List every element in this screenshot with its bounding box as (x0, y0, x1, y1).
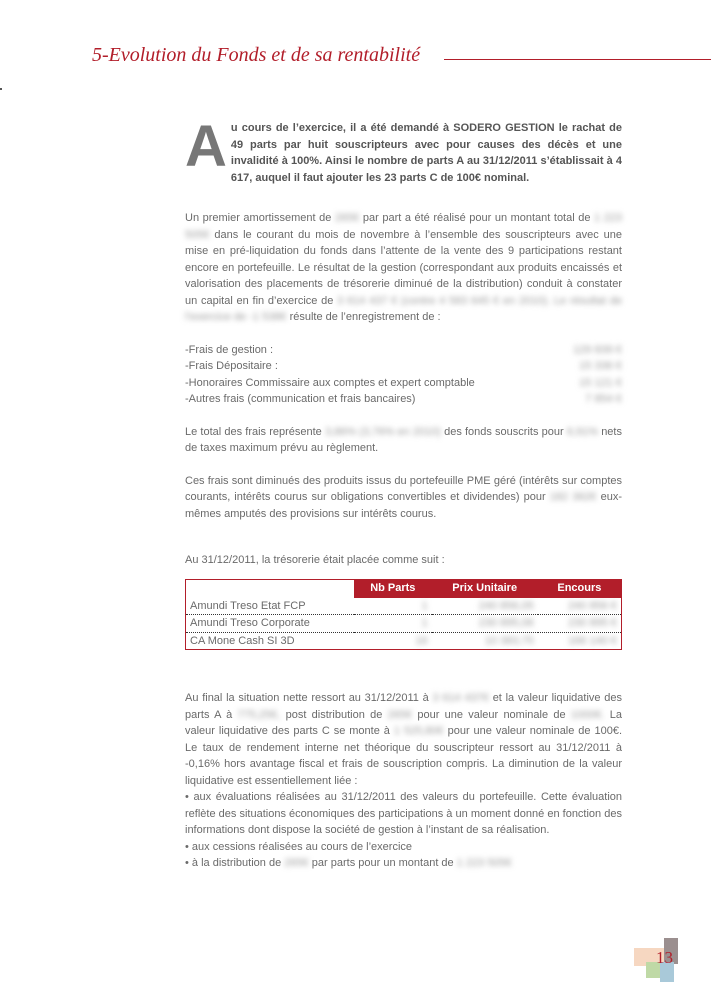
fund-encours (538, 632, 622, 650)
redacted-value: 230 895,06 (478, 617, 534, 629)
redacted-value: 1 525,80€ (393, 725, 444, 737)
fund-parts (354, 615, 432, 633)
redacted-value: 1 223 505€ (185, 212, 623, 241)
fees-list (185, 342, 622, 408)
fee-label: -Frais de gestion : (185, 343, 274, 356)
text-fragment: Ces frais sont diminués des produits issus du portefeuille PME géré (intérêts sur comptes courants, intérêts courus sur obligations convertibles et dividendes) pour (185, 474, 622, 503)
redacted-value: 6,91% (566, 425, 599, 438)
fee-row (185, 391, 622, 408)
text-fragment: pour une valeur nominale de (417, 708, 566, 721)
text-fragment: et la valeur liquidative des parts A à (185, 692, 622, 721)
fees-total-paragraph (185, 424, 622, 457)
spacer (185, 538, 622, 552)
fee-row (185, 375, 622, 392)
text-fragment: nets de taxes maximum prévu au règlement. (185, 425, 622, 454)
income-paragraph (185, 473, 622, 523)
fund-name: Amundi Treso Corporate (186, 615, 355, 633)
fund-encours (538, 598, 622, 615)
redacted-value: 3,86% (3,76% en 2010) (324, 425, 441, 438)
treasury-table (185, 579, 622, 651)
fund-encours (538, 615, 622, 633)
table-row (186, 615, 622, 633)
table-header-parts: Nb Parts (354, 579, 432, 598)
bullet-item (185, 855, 622, 872)
redacted-value: 3 614 437 € (contre 4 583 645 € en 2010). Le résultat de l’exercice de -1 538€ (185, 294, 622, 323)
table-row (186, 598, 622, 615)
section-title: 5-Evolution du Fonds et de sa rentabilité (92, 44, 421, 66)
text-fragment: eux-mêmes amputés des provisions sur intérêts courus. (185, 491, 622, 520)
text-fragment: Le total des frais représente (185, 425, 322, 438)
fund-name: CA Mone Cash SI 3D (190, 634, 295, 647)
bullet-item: • aux cessions réalisées au cours de l’exercice (185, 840, 413, 853)
redacted-value: 1 (421, 599, 428, 612)
text-fragment: des fonds souscrits pour (444, 425, 564, 438)
redacted-value: 16 (415, 634, 428, 647)
redacted-value: 265€ (334, 212, 360, 224)
treasury-intro: Au 31/12/2011, la trésorerie était placée comme suit : (185, 554, 445, 566)
fee-value: 129 839 € (573, 343, 622, 356)
fund-name: Amundi Treso Etat FCP (186, 598, 355, 615)
table-header-blank (186, 579, 355, 598)
redacted-value: 230 895 € (568, 617, 617, 629)
redacted-value: 1 (421, 617, 428, 629)
fee-row (185, 342, 622, 359)
table-header-encours: Encours (538, 579, 622, 598)
fee-row (185, 358, 622, 375)
fee-label: -Frais Dépositaire : (185, 360, 278, 372)
text-fragment: post distribution de (285, 708, 383, 721)
redacted-value: 10 383,75 (484, 634, 534, 647)
bullet-item: • aux évaluations réalisées au 31/12/2011 des valeurs du portefeuille. Cette évaluation reflète des situations économiques des participations à un moment donné en fonction des informations dont dispose la société de gestion à l’instant de sa réalisation. (185, 791, 622, 836)
redacted-value: 240 856,05 (478, 599, 534, 612)
redacted-value: 240 856 € (568, 599, 617, 612)
redacted-value: 166 140 € (568, 634, 617, 647)
redacted-value: 182 362€ (549, 491, 597, 503)
final-paragraph (185, 690, 622, 789)
table-header-price: Prix Unitaire (432, 579, 538, 598)
page-content (185, 114, 623, 872)
text-fragment: Un premier amortissement de (185, 212, 332, 224)
fee-value: 15 121 € (579, 376, 622, 389)
text-fragment: • à la distribution de (185, 857, 282, 869)
page-number: 13 (656, 948, 673, 967)
margin-mark (0, 88, 2, 90)
fund-price (432, 615, 538, 633)
text-fragment: dans le courant du mois de novembre à l’ensemble des souscripteurs avec une mise en pré-liquidation du fonds dans l’attente de la vente des 9 participations restant encore en portefeuille. Le résultat de la gestion (correspondant aux produits encaissés et valorisation des placements de trésorerie diminué de la distribution) conduit à constater un capital en fin d’exercice de (185, 228, 622, 307)
intro-text: u cours de l’exercice, il a été demandé à SODERO GESTION le rachat de 49 parts par huit souscripteurs avec pour causes des décès et une invalidité à 100%. Ainsi le nombre de parts A au 31/12/2011 s’établissait à 4 617, auquel il faut ajouter les 23 parts C de 100€ nominal. (230, 122, 622, 184)
fee-label: -Honoraires Commissaire aux comptes et expert comptable (185, 376, 475, 389)
redacted-value: 3 614 437€ (432, 692, 489, 704)
intro-paragraph (185, 114, 622, 186)
text-fragment: La valeur liquidative des parts C se monte à (185, 708, 623, 737)
redacted-value: 1000€. (570, 708, 605, 721)
text-fragment: par parts pour un montant de (311, 857, 454, 869)
fund-parts (354, 632, 432, 650)
text-fragment: résulte de l’enregistrement de : (289, 311, 441, 323)
fund-parts (354, 598, 432, 615)
text-fragment: par part a été réalisé pour un montant total de (362, 212, 591, 224)
table-row (186, 632, 622, 650)
fee-value: 7 854 € (585, 393, 622, 405)
redacted-value: 265€ (284, 857, 309, 869)
fee-label: -Autres frais (communication et frais bancaires) (185, 393, 416, 405)
redacted-value: 775,25€, (237, 708, 281, 721)
amortization-paragraph (185, 210, 622, 326)
fee-value: 15 336 € (579, 360, 622, 372)
drop-cap: A (185, 114, 227, 179)
redacted-value: 265€ (387, 708, 413, 721)
table-header-row (186, 579, 622, 598)
fund-price (432, 598, 538, 615)
final-section (185, 690, 622, 872)
redacted-value: 1 223 505€ (456, 857, 512, 869)
title-rule (444, 59, 711, 60)
text-fragment: pour une valeur nominale de 100€. Le taux de rendement interne net théorique du souscripteur ressort au 31/12/2011 à -0,16% hors avantage fiscal et frais de souscription compris. La diminution de la valeur liquidative est essentiellement liée : (185, 725, 623, 787)
fund-price (432, 632, 538, 650)
text-fragment: Au final la situation nette ressort au 31/12/2011 à (185, 692, 429, 704)
